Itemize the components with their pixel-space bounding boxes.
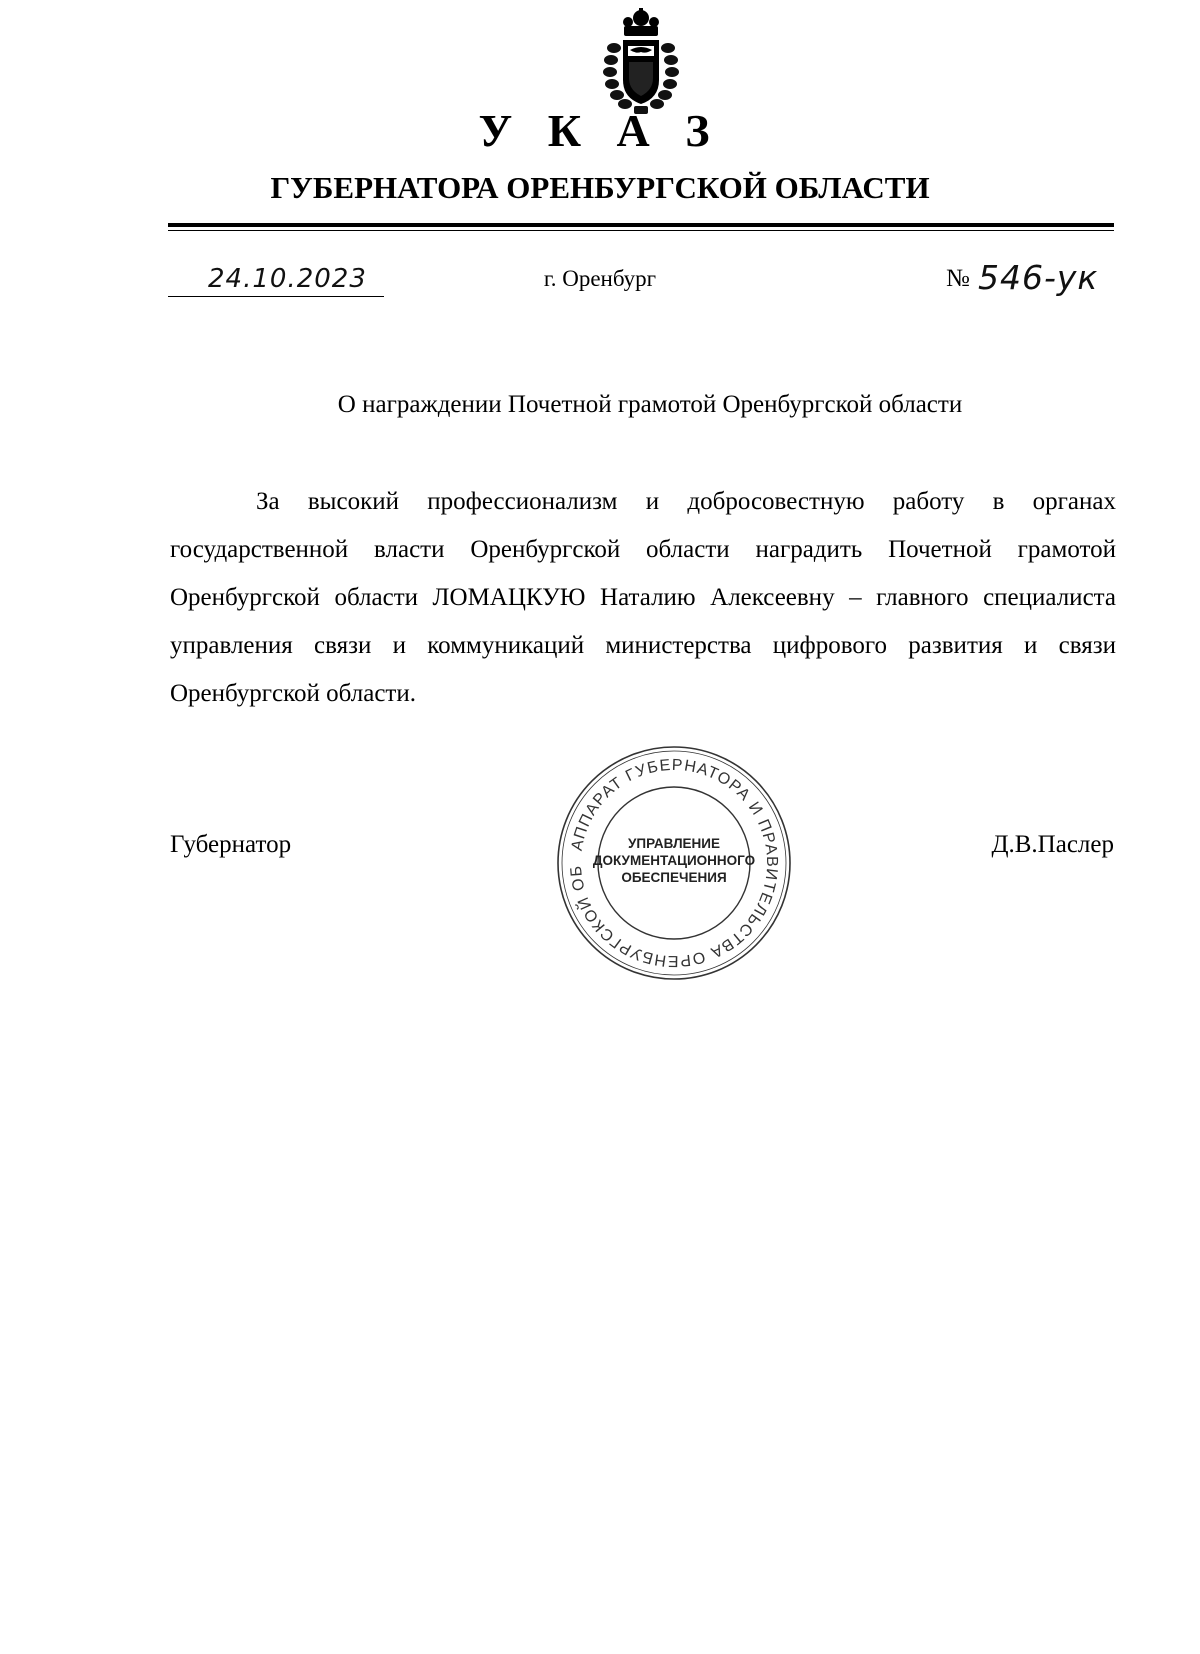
signer-name: Д.В.Паслер <box>991 831 1114 858</box>
seal-line-2: ДОКУМЕНТАЦИОННОГО <box>592 853 756 868</box>
decree-body: За высокий профессионализм и добросовестную работу в органах государственной власти Оренбургской области наградить Почетной грамотой Оренбургской области ЛОМАЦКУЮ Наталию Алексеевну – главного специалиста управления связи и коммуникаций министерства цифрового развития и связи Оренбургской области. <box>170 488 1116 707</box>
seal-ring-text: АППАРАТ ГУБЕРНАТОРА И ПРАВИТЕЛЬСТВА ОРЕНБУРГСКОЙ ОБ <box>567 756 781 970</box>
city: г. Оренбург <box>543 266 657 291</box>
document-type: У К А З <box>478 105 722 156</box>
number-sign: № <box>946 265 970 292</box>
issuer-title: ГУБЕРНАТОРА ОРЕНБУРГСКОЙ ОБЛАСТИ <box>270 170 930 205</box>
decree-subject: О награждении Почетной грамотой Оренбургской области <box>337 391 963 418</box>
decree-date: 24.10.2023 <box>208 264 367 294</box>
header-divider-thin <box>168 230 1114 231</box>
seal-center-text <box>582 835 766 886</box>
seal-line-3: ОБЕСПЕЧЕНИЯ <box>621 870 727 885</box>
seal-line-1: УПРАВЛЕНИЕ <box>627 836 720 851</box>
header-divider <box>168 223 1114 227</box>
decree-number: 546-ук <box>978 258 1099 297</box>
signer-title: Губернатор <box>170 831 292 858</box>
official-seal <box>554 743 794 983</box>
coat-of-arms-icon <box>600 8 682 118</box>
number-field <box>946 258 1126 318</box>
